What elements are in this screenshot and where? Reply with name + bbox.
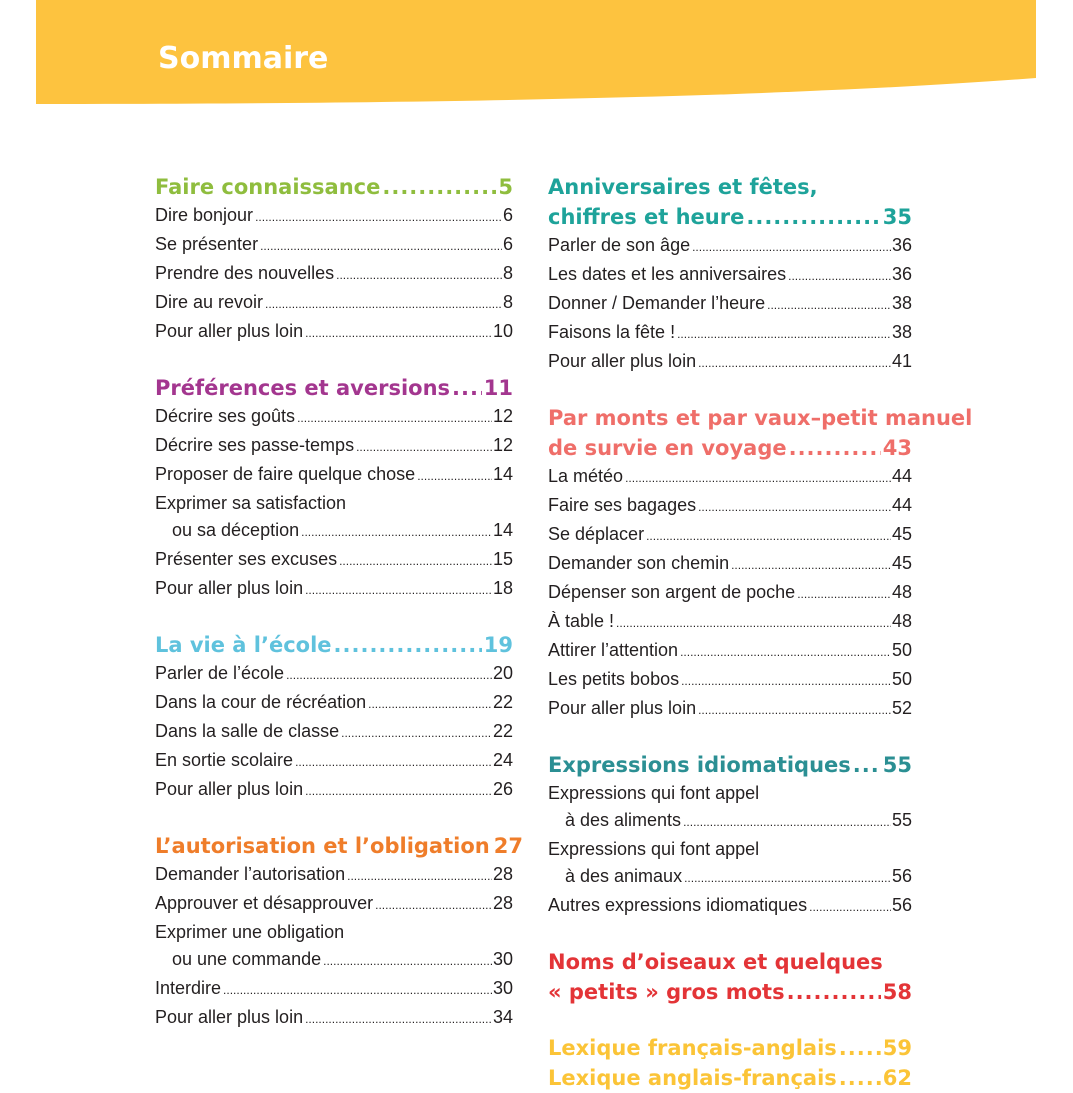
dot-leader (347, 863, 492, 890)
dot-leader (255, 204, 502, 231)
section-page: 43 (882, 436, 912, 460)
item-label: Exprimer sa satisfaction (155, 493, 347, 513)
toc-item[interactable] (548, 348, 912, 377)
section-title: Préférences et aversions (155, 376, 451, 400)
dot-leader (265, 291, 502, 318)
item-label: Faisons la fête ! (548, 322, 676, 342)
item-page: 6 (502, 234, 513, 254)
toc-section-preferences (155, 373, 513, 604)
toc-item[interactable] (548, 780, 912, 807)
dot-leader (698, 494, 891, 521)
section-heading[interactable] (548, 1033, 912, 1063)
item-label: Se déplacer (548, 524, 645, 544)
section-title: Lexique français-anglais (548, 1036, 837, 1060)
toc-item[interactable] (155, 289, 513, 318)
dot-leader (698, 350, 891, 377)
item-label: Attirer l’attention (548, 640, 679, 660)
dot-leader (336, 262, 502, 289)
dot-leader (839, 1033, 881, 1063)
item-label: Expressions qui font appel (548, 839, 760, 859)
dot-leader (295, 749, 492, 776)
item-page: 28 (492, 864, 513, 884)
page-title: Sommaire (158, 41, 329, 76)
dot-leader (368, 691, 492, 718)
item-page: 50 (891, 669, 912, 689)
toc-item[interactable] (155, 403, 513, 432)
toc-item[interactable] (548, 232, 912, 261)
item-label: Pour aller plus loin (155, 779, 304, 799)
item-page: 36 (891, 264, 912, 284)
toc-section-autorisation (155, 831, 523, 1033)
dot-leader (787, 977, 881, 1007)
item-label: Demander l’autorisation (155, 864, 346, 884)
item-page: 52 (891, 698, 912, 718)
dot-leader (839, 1063, 881, 1093)
toc-item[interactable] (155, 546, 513, 575)
item-page: 48 (891, 582, 912, 602)
item-page: 28 (492, 893, 513, 913)
section-title: Faire connaissance (155, 175, 381, 199)
dot-leader (452, 373, 482, 403)
item-page: 20 (492, 663, 513, 683)
dot-leader (323, 948, 492, 975)
toc-item[interactable] (548, 550, 912, 579)
item-label: Décrire ses goûts (155, 406, 296, 426)
toc-section-faire-connaissance (155, 172, 513, 347)
section-heading[interactable] (548, 172, 912, 232)
dot-leader (260, 233, 502, 260)
item-page: 48 (891, 611, 912, 631)
dot-leader (382, 172, 496, 202)
item-page: 56 (891, 866, 912, 886)
section-title-line1: Noms d’oiseaux et quelques (548, 950, 883, 974)
item-label: Exprimer une obligation (155, 922, 345, 942)
item-label: Dans la salle de classe (155, 721, 340, 741)
toc-item[interactable] (155, 432, 513, 461)
item-page: 22 (492, 692, 513, 712)
section-title-line1: Par monts et par vaux–petit manuel (548, 406, 973, 430)
dot-leader (767, 292, 891, 319)
toc-section-noms-oiseaux (548, 947, 912, 1007)
item-page: 50 (891, 640, 912, 660)
section-heading[interactable] (155, 630, 513, 660)
dot-leader (681, 668, 891, 695)
item-label: À table ! (548, 611, 615, 631)
toc-item[interactable] (155, 1004, 513, 1033)
dot-leader (286, 662, 492, 689)
section-page: 19 (483, 633, 513, 657)
dot-leader (339, 548, 492, 575)
item-page: 55 (891, 810, 912, 830)
dot-leader (853, 750, 881, 780)
item-page: 36 (891, 235, 912, 255)
toc-item[interactable] (548, 608, 912, 637)
toc-item[interactable] (155, 318, 513, 347)
dot-leader (305, 1006, 492, 1033)
dot-leader (809, 894, 891, 921)
toc-item[interactable] (548, 463, 912, 492)
toc-item[interactable] (155, 890, 513, 919)
item-page: 24 (492, 750, 513, 770)
item-page: 8 (502, 292, 513, 312)
item-label: Parler de son âge (548, 235, 691, 255)
toc-item[interactable] (548, 892, 912, 921)
section-title: « petits » gros mots (548, 980, 785, 1004)
section-page: 55 (882, 753, 912, 777)
item-label: La météo (548, 466, 624, 486)
toc-item-continuation[interactable] (155, 946, 513, 975)
item-page: 22 (492, 721, 513, 741)
dot-leader (698, 697, 891, 724)
item-label: En sortie scolaire (155, 750, 294, 770)
item-page: 18 (492, 578, 513, 598)
section-title-line1: Anniversaires et fêtes, (548, 175, 818, 199)
toc-item[interactable] (155, 231, 513, 260)
item-label: à des aliments (565, 810, 682, 830)
dot-leader (684, 865, 891, 892)
item-page: 44 (891, 495, 912, 515)
dot-leader (305, 320, 492, 347)
dot-leader (746, 202, 880, 232)
section-page: 62 (882, 1066, 912, 1090)
item-page: 56 (891, 895, 912, 915)
toc-item[interactable] (548, 836, 912, 863)
dot-leader (616, 610, 891, 637)
toc-item[interactable] (548, 290, 912, 319)
item-page: 30 (492, 978, 513, 998)
item-label: Approuver et désapprouver (155, 893, 374, 913)
section-title: La vie à l’école (155, 633, 332, 657)
section-heading[interactable] (548, 750, 912, 780)
dot-leader (677, 321, 891, 348)
item-label: Présenter ses excuses (155, 549, 338, 569)
section-heading[interactable] (548, 403, 973, 463)
toc-item[interactable] (155, 575, 513, 604)
toc-item[interactable] (548, 492, 912, 521)
section-heading[interactable] (155, 831, 523, 861)
dot-leader (305, 778, 492, 805)
toc-item-continuation[interactable] (155, 517, 513, 546)
dot-leader (341, 720, 492, 747)
item-label: Dire au revoir (155, 292, 264, 312)
item-page: 26 (492, 779, 513, 799)
item-page: 45 (891, 553, 912, 573)
item-label: Demander son chemin (548, 553, 730, 573)
section-heading[interactable] (155, 373, 513, 403)
dot-leader (356, 434, 492, 461)
section-page: 35 (882, 205, 912, 229)
item-label: Prendre des nouvelles (155, 263, 335, 283)
item-page: 44 (891, 466, 912, 486)
item-page: 34 (492, 1007, 513, 1027)
toc-item[interactable] (548, 319, 912, 348)
toc-item[interactable] (155, 718, 513, 747)
toc-item[interactable] (155, 747, 513, 776)
item-page: 12 (492, 406, 513, 426)
toc-left-column (155, 172, 523, 1033)
dot-leader (417, 463, 492, 490)
dot-leader (646, 523, 891, 550)
toc-item[interactable] (155, 660, 513, 689)
section-heading[interactable] (155, 172, 513, 202)
item-page: 38 (891, 293, 912, 313)
item-label: ou sa déception (172, 520, 300, 540)
item-label: à des animaux (565, 866, 683, 886)
dot-leader (788, 263, 891, 290)
section-page: 58 (882, 980, 912, 1004)
toc-item-continuation[interactable] (548, 863, 912, 892)
item-label: Pour aller plus loin (548, 351, 697, 371)
toc-item[interactable] (155, 461, 513, 490)
item-page: 14 (492, 464, 513, 484)
dot-leader (301, 519, 492, 546)
toc-item[interactable] (548, 637, 912, 666)
toc-section-lexique-fr-en (548, 1033, 912, 1063)
section-title: de survie en voyage (548, 436, 787, 460)
item-label: Dans la cour de récréation (155, 692, 367, 712)
section-title: Lexique anglais-français (548, 1066, 837, 1090)
toc-item[interactable] (155, 689, 513, 718)
item-page: 15 (492, 549, 513, 569)
toc-item[interactable] (155, 260, 513, 289)
dot-leader (731, 552, 891, 579)
section-page: 5 (498, 175, 513, 199)
item-page: 41 (891, 351, 912, 371)
item-page: 14 (492, 520, 513, 540)
toc-right-column (548, 172, 973, 1093)
section-heading[interactable] (548, 1063, 912, 1093)
toc-item[interactable] (155, 975, 513, 1004)
item-label: Pour aller plus loin (548, 698, 697, 718)
toc-item[interactable] (548, 695, 912, 724)
item-page: 12 (492, 435, 513, 455)
section-title: Expressions idiomatiques (548, 753, 851, 777)
dot-leader (334, 630, 482, 660)
item-label: Dire bonjour (155, 205, 254, 225)
item-label: Pour aller plus loin (155, 578, 304, 598)
toc-item-continuation[interactable] (548, 807, 912, 836)
toc-item[interactable] (548, 521, 912, 550)
toc-item[interactable] (548, 579, 912, 608)
section-page: 27 (493, 834, 523, 858)
dot-leader (305, 577, 492, 604)
dot-leader (297, 405, 492, 432)
item-page: 6 (502, 205, 513, 225)
toc-section-anniversaires (548, 172, 912, 377)
item-label: Parler de l’école (155, 663, 285, 683)
item-page: 10 (492, 321, 513, 341)
section-page: 11 (483, 376, 513, 400)
toc-item[interactable] (155, 490, 513, 517)
item-page: 8 (502, 263, 513, 283)
item-label: Proposer de faire quelque chose (155, 464, 416, 484)
dot-leader (789, 433, 881, 463)
dot-leader (680, 639, 891, 666)
section-page: 59 (882, 1036, 912, 1060)
section-title: chiffres et heure (548, 205, 745, 229)
dot-leader (692, 234, 891, 261)
dot-leader (797, 581, 891, 608)
item-label: Pour aller plus loin (155, 321, 304, 341)
item-label: Faire ses bagages (548, 495, 697, 515)
item-label: Interdire (155, 978, 222, 998)
item-label: Les dates et les anniversaires (548, 264, 787, 284)
item-label: Les petits bobos (548, 669, 680, 689)
dot-leader (223, 977, 492, 1004)
item-page: 45 (891, 524, 912, 544)
dot-leader (683, 809, 891, 836)
dot-leader (625, 465, 891, 492)
section-title: L’autorisation et l’obligation (155, 834, 490, 858)
item-label: Expressions qui font appel (548, 783, 760, 803)
toc-item[interactable] (155, 861, 513, 890)
item-label: ou une commande (172, 949, 322, 969)
item-label: Décrire ses passe-temps (155, 435, 355, 455)
item-label: Pour aller plus loin (155, 1007, 304, 1027)
toc-item[interactable] (155, 919, 513, 946)
section-heading[interactable] (548, 947, 912, 1007)
item-page: 38 (891, 322, 912, 342)
item-label: Autres expressions idiomatiques (548, 895, 808, 915)
toc-section-voyage (548, 403, 973, 724)
item-label: Dépenser son argent de poche (548, 582, 796, 602)
item-page: 30 (492, 949, 513, 969)
item-label: Se présenter (155, 234, 259, 254)
toc-item[interactable] (548, 666, 912, 695)
item-label: Donner / Demander l’heure (548, 293, 766, 313)
toc-section-expressions (548, 750, 912, 921)
dot-leader (375, 892, 492, 919)
toc-section-lexique-en-fr (548, 1063, 912, 1093)
toc-item[interactable] (155, 776, 513, 805)
toc-section-vie-ecole (155, 630, 513, 805)
toc-item[interactable] (548, 261, 912, 290)
toc-item[interactable] (155, 202, 513, 231)
